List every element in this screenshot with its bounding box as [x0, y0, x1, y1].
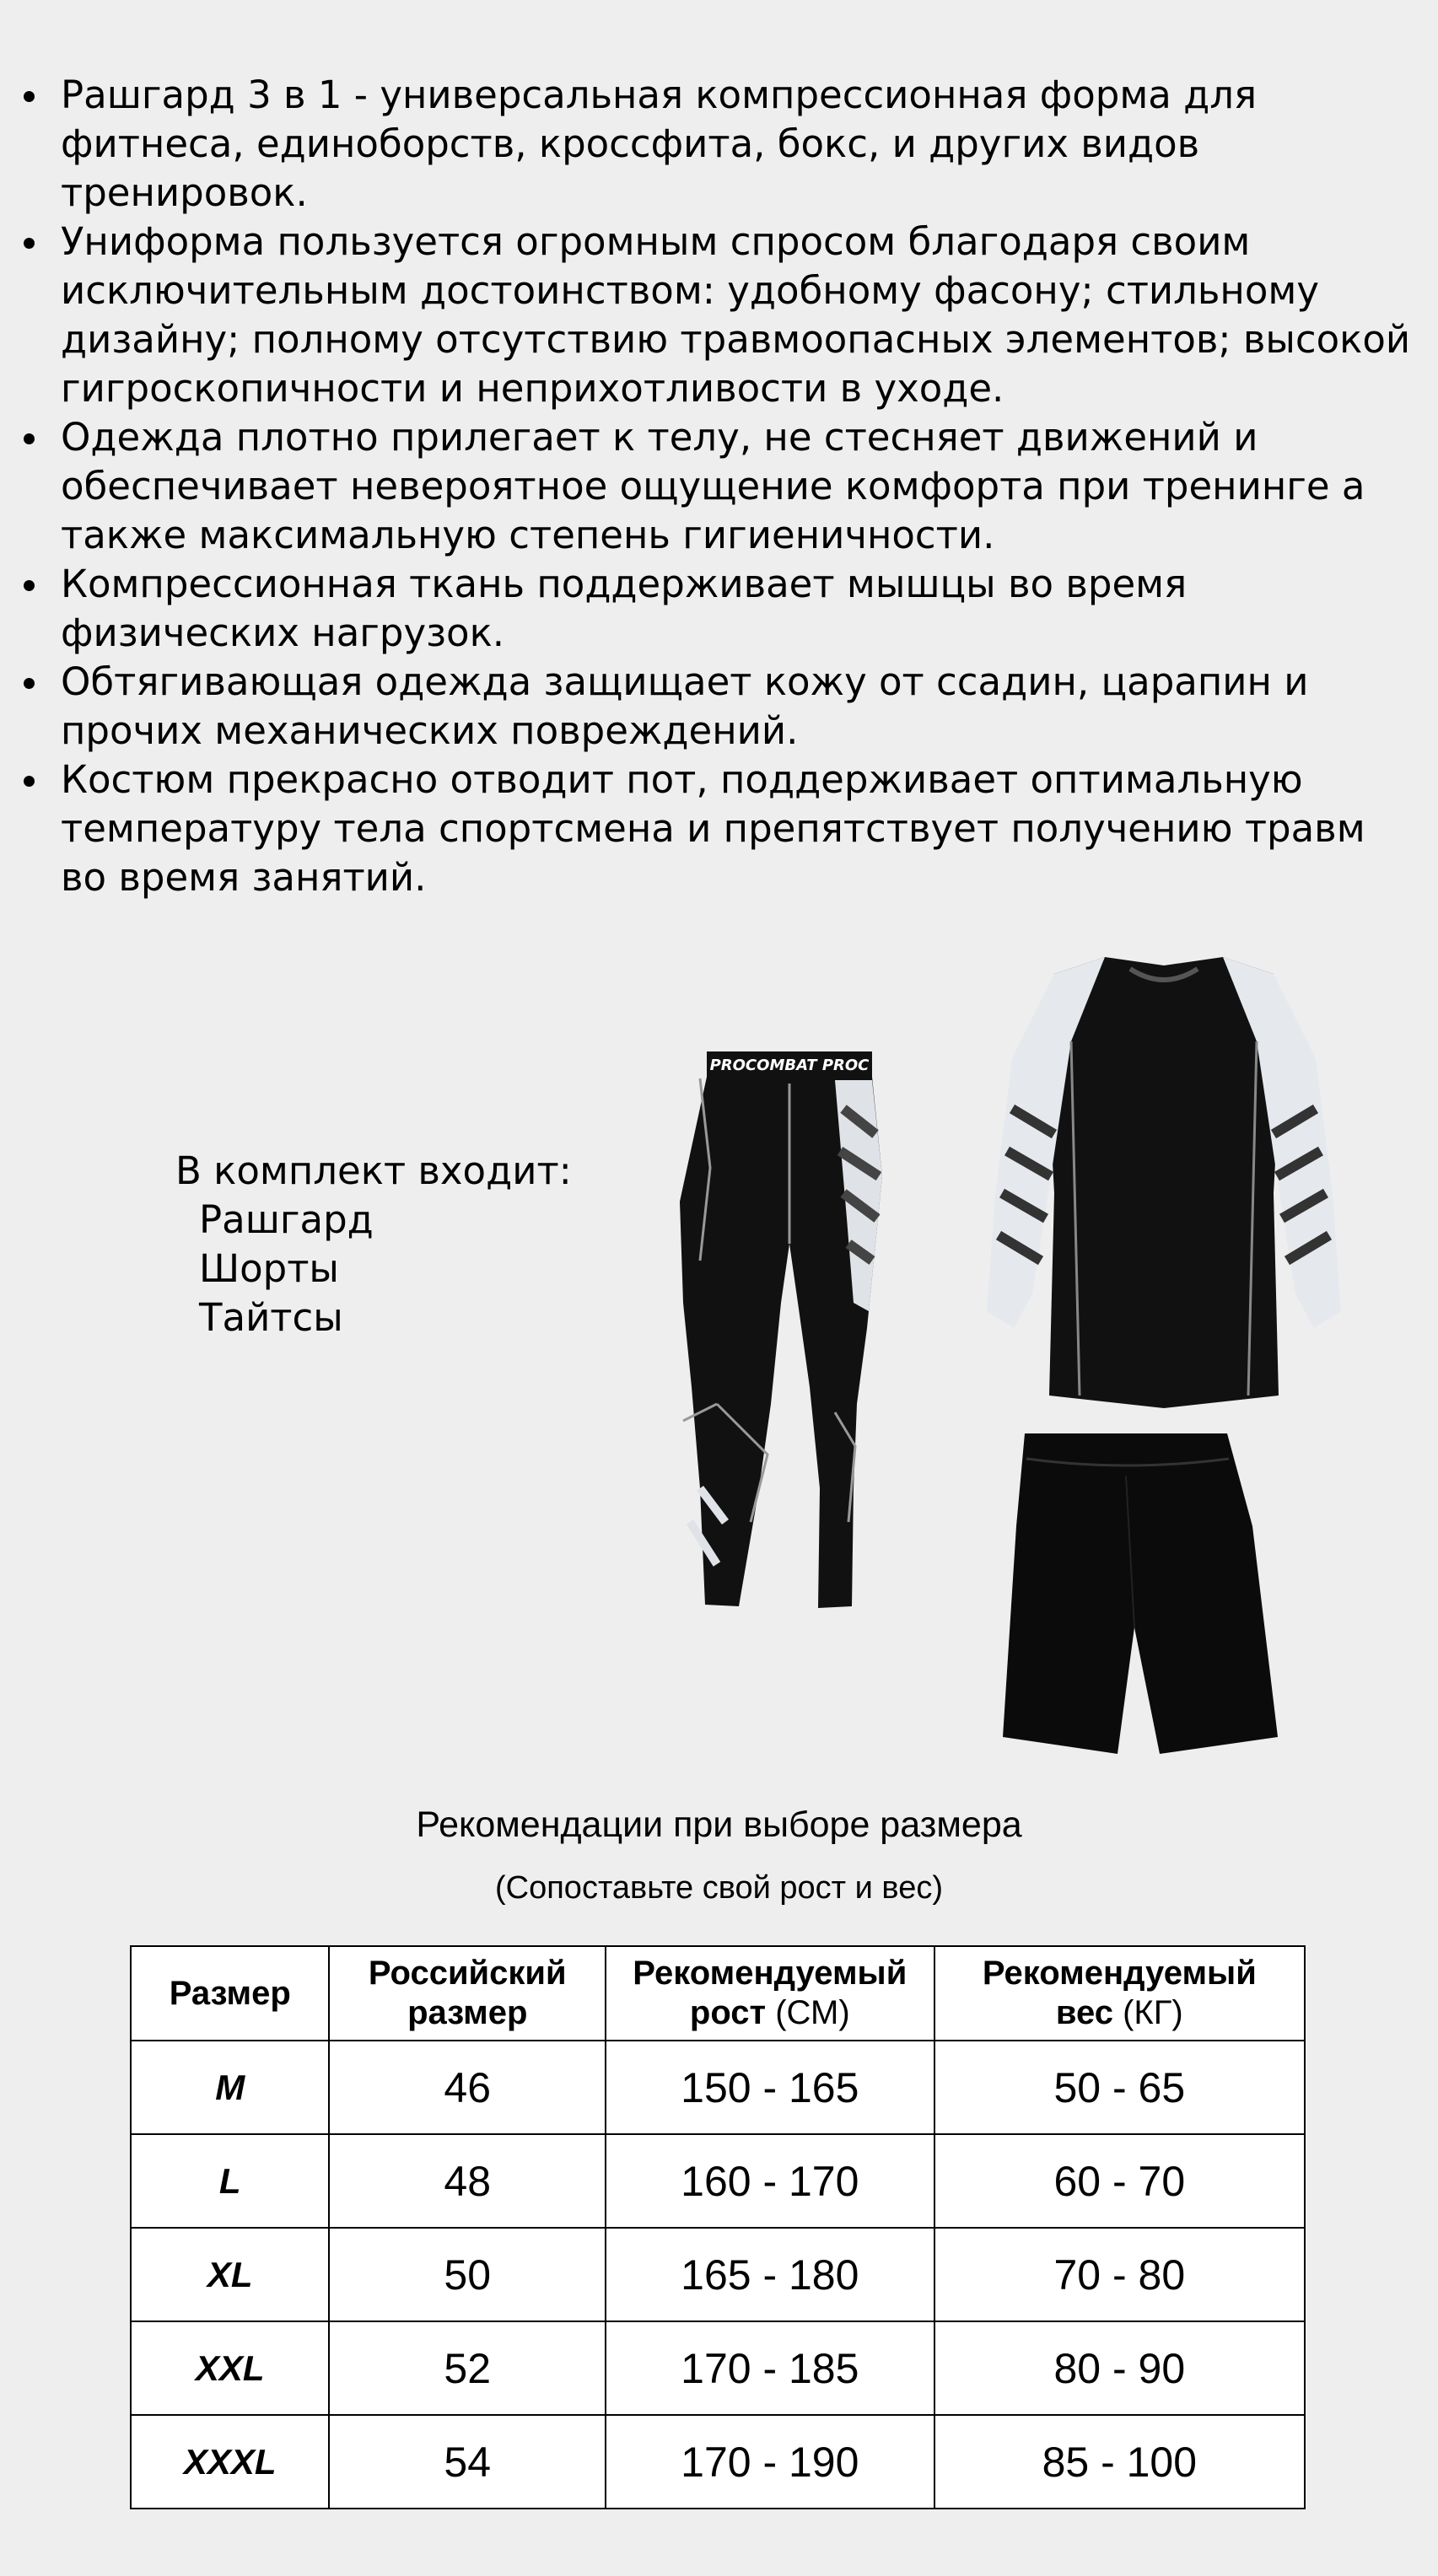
table-row: [131, 2321, 1305, 2415]
kit-contents: [175, 1147, 572, 1342]
header-size: Размер: [131, 1946, 329, 2041]
height-range: 170 - 185: [606, 2321, 934, 2415]
weight-range: 50 - 65: [934, 2041, 1305, 2134]
size-table-header: [131, 1946, 1305, 2041]
height-range: 170 - 190: [606, 2415, 934, 2509]
size-code: XXXL: [131, 2415, 329, 2509]
size-guide-title: Рекомендации при выборе размера: [416, 1804, 1022, 1845]
kit-item-shorts: Шорты: [199, 1246, 339, 1291]
feature-item: Одежда плотно прилегает к телу, не стесняет движений и обеспечивает невероятное ощущение комфорта при тренинге а также максимальную степень гигиеничности.: [61, 413, 1438, 560]
table-row: [131, 2415, 1305, 2509]
header-height: Рекомендуемый рост (СМ): [606, 1946, 934, 2041]
feature-item: Рашгард 3 в 1 - универсальная компрессионная форма для фитнеса, единоборств, кроссфита, бокс, и других видов тренировок.: [61, 71, 1438, 218]
tights-waistband-text: PROCOMBAT PROC: [709, 1057, 870, 1074]
tights-image: [666, 1050, 894, 1615]
height-range: 165 - 180: [606, 2228, 934, 2321]
ru-size: 48: [329, 2134, 605, 2228]
feature-item: Костюм прекрасно отводит пот, поддерживает оптимальную температуру тела спортсмена и препятствует получению травм во время занятий.: [61, 756, 1438, 902]
size-code: XL: [131, 2228, 329, 2321]
rashguard-image: [978, 940, 1349, 1412]
size-code: L: [131, 2134, 329, 2228]
ru-size: 52: [329, 2321, 605, 2415]
ru-size: 54: [329, 2415, 605, 2509]
feature-item: Обтягивающая одежда защищает кожу от ссадин, царапин и прочих механических повреждений.: [61, 658, 1438, 756]
weight-range: 85 - 100: [934, 2415, 1305, 2509]
header-ru-size: Российский размер: [329, 1946, 605, 2041]
table-row: [131, 2228, 1305, 2321]
weight-range: 70 - 80: [934, 2228, 1305, 2321]
header-weight: Рекомендуемый вес (КГ): [934, 1946, 1305, 2041]
kit-item-tights: Тайтсы: [199, 1295, 343, 1340]
weight-range: 60 - 70: [934, 2134, 1305, 2228]
height-range: 160 - 170: [606, 2134, 934, 2228]
ru-size: 50: [329, 2228, 605, 2321]
table-row: [131, 2041, 1305, 2134]
size-table: [130, 1945, 1306, 2509]
kit-title: В комплект входит:: [175, 1148, 572, 1193]
height-range: 150 - 165: [606, 2041, 934, 2134]
weight-range: 80 - 90: [934, 2321, 1305, 2415]
kit-item-rashguard: Рашгард: [199, 1197, 374, 1242]
size-guide-subtitle: (Сопоставьте свой рост и вес): [495, 1870, 943, 1906]
size-code: XXL: [131, 2321, 329, 2415]
feature-item: Униформа пользуется огромным спросом благодаря своим исключительным достоинством: удобному фасону; стильному дизайну; полному отсутствию травмоопасных элементов; высокой гигроскопичности и неприхотливости в уходе.: [61, 218, 1438, 413]
feature-list: [0, 71, 1438, 902]
ru-size: 46: [329, 2041, 605, 2134]
shorts-image: [999, 1425, 1286, 1762]
table-row: [131, 2134, 1305, 2228]
feature-item: Компрессионная ткань поддерживает мышцы во время физических нагрузок.: [61, 560, 1438, 658]
size-code: M: [131, 2041, 329, 2134]
